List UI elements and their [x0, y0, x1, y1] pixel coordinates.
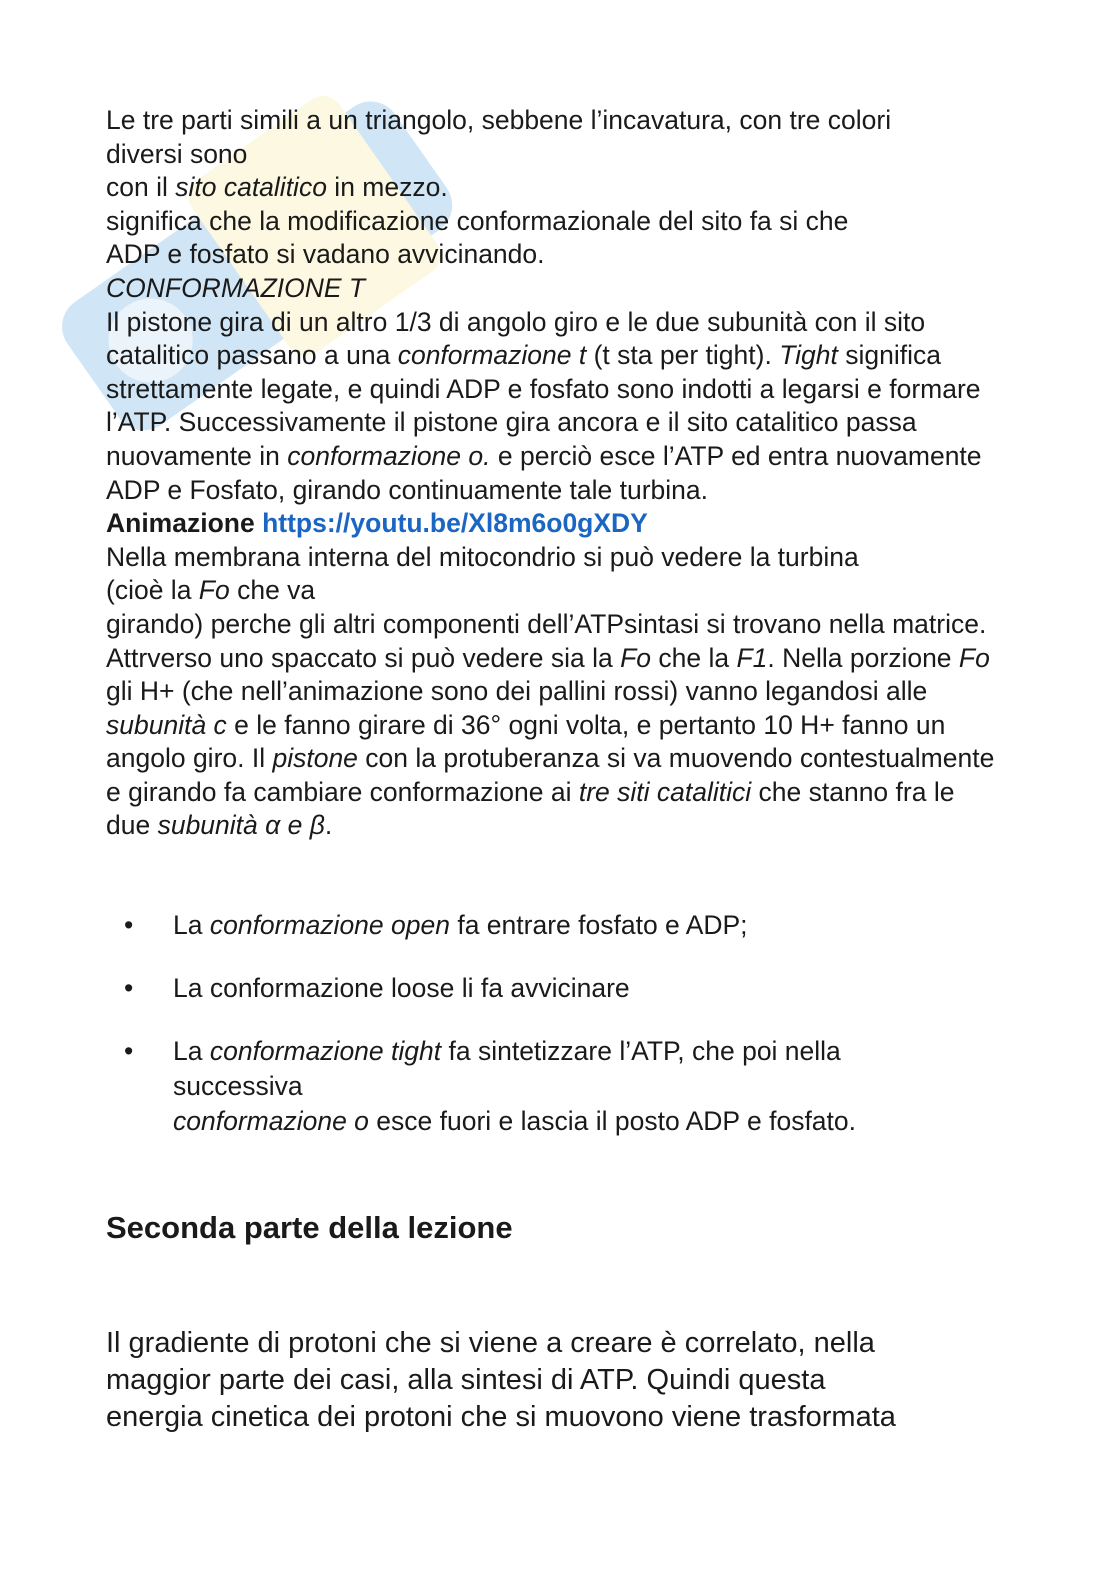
- text-fragment: La: [173, 1036, 210, 1066]
- paragraph-fo-f1: [106, 608, 1006, 843]
- text-fragment: La conformazione loose li fa avvicinare: [173, 973, 630, 1003]
- text-fragment: fa entrare fosfato e ADP;: [449, 910, 748, 940]
- text-fragment: che la: [651, 642, 737, 673]
- bullet-dot: •: [124, 1036, 134, 1066]
- italic-heading: CONFORMAZIONE T: [106, 272, 366, 303]
- text-fragment: gli H+ (che nell’animazione sono dei pallini rossi) vanno legandosi alle: [106, 676, 928, 707]
- text-fragment: significa strettamente legate, e quindi ADP e fosfato sono indotti a legarsi e formare l’ATP. Successivamente il pistone gira ancora e il sito catalitico passa nuovamente in: [106, 340, 981, 471]
- text-fragment: La: [173, 910, 210, 940]
- italic-term: conformazione open: [209, 910, 450, 940]
- italic-term: conformazione tight: [209, 1036, 442, 1066]
- text-line: maggior parte dei casi, alla sintesi di ATP. Quindi questa: [106, 1364, 826, 1396]
- text-line: energia cinetica dei protoni che si muovono viene trasformata: [106, 1401, 896, 1433]
- text-line: Il gradiente di protoni che si viene a creare è correlato, nella: [106, 1327, 875, 1359]
- bullet-item: [106, 908, 1006, 943]
- text-fragment: con la protuberanza si va muovendo contestualmente e girando fa cambiare conformazione ai: [106, 743, 995, 807]
- bullet-dot: •: [124, 910, 134, 940]
- text-fragment: .: [324, 810, 333, 841]
- paragraph-modification: [106, 205, 1006, 272]
- paragraph-conformation-t: [106, 306, 1006, 508]
- paragraph-intro: [106, 104, 1006, 205]
- bullet-dot: •: [124, 973, 134, 1003]
- text-fragment: (t sta per tight).: [586, 340, 780, 371]
- italic-term: conformazione t: [397, 340, 587, 371]
- animation-link[interactable]: https://youtu.be/Xl8m6o0gXDY: [262, 508, 648, 539]
- bullet-list: [106, 908, 1006, 1139]
- italic-term: tre siti catalitici: [578, 776, 752, 807]
- italic-term: subunità c: [106, 709, 227, 740]
- italic-term: Fo: [198, 575, 230, 606]
- body-text-top: [106, 104, 1006, 843]
- text-fragment: e le fanno girare di 36° ogni volta, e pertanto 10 H+ fanno un angolo giro. Il: [106, 709, 946, 774]
- italic-term: sito catalitico: [175, 172, 327, 203]
- italic-term: Fo: [620, 642, 652, 673]
- italic-term: conformazione o: [173, 1106, 369, 1136]
- italic-term: Tight: [779, 340, 838, 371]
- section-heading: Seconda parte della lezione: [106, 1210, 513, 1245]
- text-fragment: girando) perche gli altri componenti dell’ATPsintasi si trovano nella matrice. Attrverso uno spaccato si può vedere sia la: [106, 608, 987, 673]
- italic-term: F1: [736, 642, 768, 673]
- text-fragment: successiva: [173, 1071, 303, 1101]
- text-fragment: in mezzo.: [326, 172, 448, 203]
- paragraph-membrane: [106, 541, 1006, 608]
- text-fragment: e perciò esce l’ATP ed entra nuovamente ADP e Fosfato, girando continuamente tale turbina.: [106, 440, 982, 505]
- animation-label: Animazione: [106, 508, 255, 539]
- text-fragment: esce fuori e lascia il posto ADP e fosfato.: [368, 1106, 857, 1136]
- text-line: diversi sono: [106, 138, 248, 169]
- text-fragment: (cioè la: [106, 575, 199, 606]
- animation-line: [106, 507, 1006, 541]
- text-fragment: che va: [229, 575, 316, 606]
- text-fragment: che stanno fra le due: [106, 776, 955, 841]
- text-fragment: Il pistone gira di un altro 1/3 di angolo giro e le due subunità con il sito catalitico passano a una: [106, 306, 926, 371]
- italic-term: Fo: [958, 642, 990, 673]
- text-line: Nella membrana interna del mitocondrio si può vedere la turbina: [106, 541, 859, 572]
- text-line: significa che la modificazione conformazionale del sito fa si che: [106, 205, 849, 236]
- paragraph-closing: [106, 1325, 1006, 1436]
- italic-term: pistone: [272, 743, 358, 774]
- italic-term: conformazione o.: [287, 440, 491, 471]
- text-fragment: con il: [106, 172, 176, 203]
- text-fragment: . Nella porzione: [767, 642, 959, 673]
- conformation-t-title: [106, 272, 1006, 306]
- bullet-item: [106, 1034, 1006, 1139]
- text-line: ADP e fosfato si vadano avvicinando.: [106, 239, 545, 270]
- italic-term: subunità α e β: [157, 810, 325, 841]
- text-line: Le tre parti simili a un triangolo, sebbene l’incavatura, con tre colori: [106, 105, 892, 135]
- bullet-item: [106, 971, 1006, 1006]
- text-fragment: fa sintetizzare l’ATP, che poi nella: [441, 1036, 841, 1066]
